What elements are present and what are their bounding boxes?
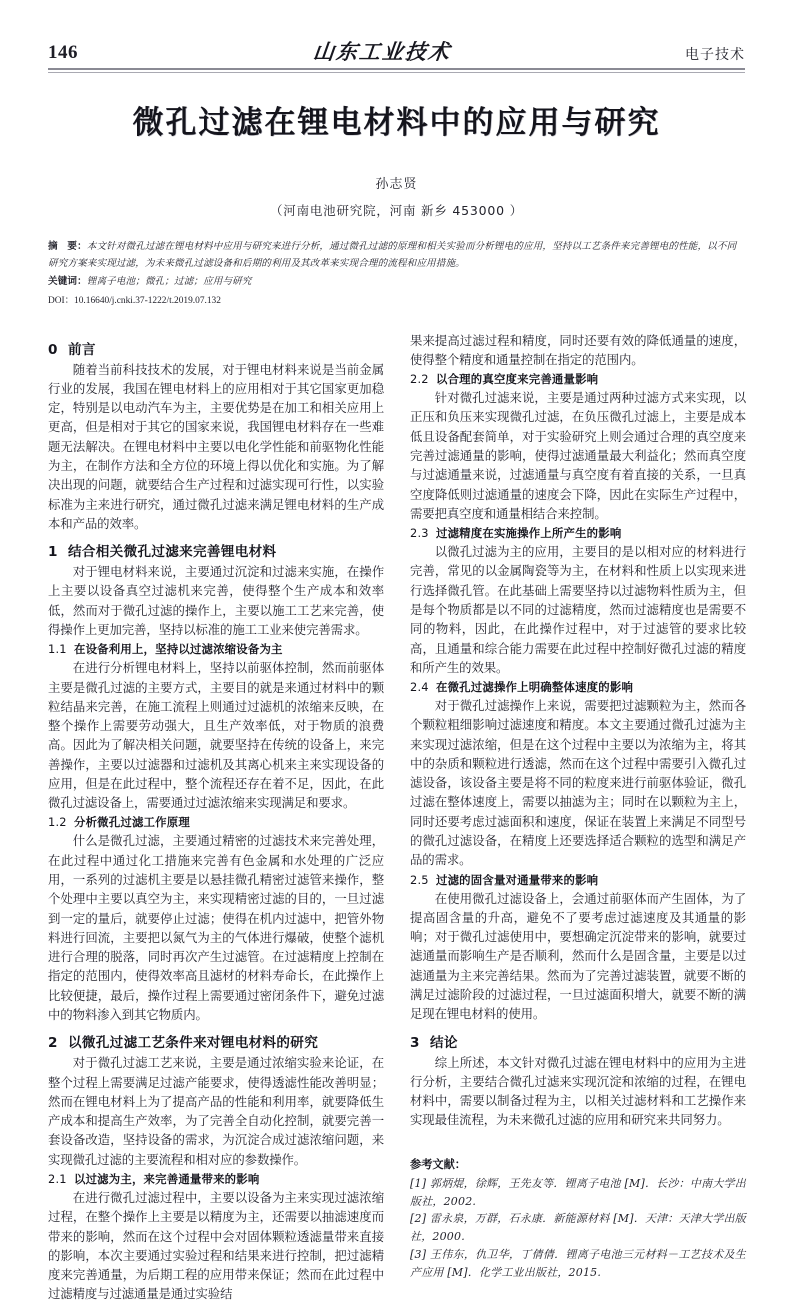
heading-text: 过滤的固含量对通量带来的影响: [436, 872, 599, 887]
journal-title: 山东工业技术: [311, 39, 452, 64]
heading-number: 2.3: [410, 526, 429, 541]
heading-section-1-1: [48, 641, 384, 657]
abstract-label: 摘 要：: [48, 240, 87, 252]
heading-section-2: [48, 1031, 384, 1051]
doi-row: DOI：10.16640/j.cnki.37-1222/t.2019.07.132: [48, 295, 221, 306]
heading-section-2-4: [410, 679, 746, 695]
heading-number: 2.1: [48, 1171, 67, 1186]
heading-text: 结论: [430, 1034, 458, 1051]
paragraph: 随着当前科技技术的发展，对于锂电材料来说是当前金属行业的发展，我国在锂电材料上的应用相对于其它国家更加稳定，特别是以电动汽车为主，主要优势是在加工和相关应用上更高，但是相对于其它的国家来说，我国锂电材料存在一些难题无法解决。在锂电材料中主要以电化学性能和前驱物化性能为主，在制作方法和全方位的环境上得以优化和实施。为了解决出现的问题，就要结合生产过程和过滤实现可行性，以实验标准为主来进行研究，通过微孔过滤来满足锂电材料的生产成本和产品的效率。: [48, 361, 384, 531]
heading-number: 2: [48, 1035, 58, 1052]
heading-number: 3: [410, 1034, 420, 1051]
paragraph: 针对微孔过滤来说，主要是通过两种过滤方式来实现，以正压和负压来实现微孔过滤，在负压微孔过滤上，主要是成本低且设备配套简单，对于实验研究上则会通过合理的真空度来完善过滤通量的影响，使得过滤通量最大利益化；然而真空度与过滤通量来说，过滤通量与真空度有着直接的关系，一旦真空度降低则过滤通量的速度会下降，因此在实际生产过程中，需要把真空度和通量相结合来控制。: [410, 390, 746, 521]
heading-section-2-5: [410, 872, 746, 888]
author-affiliation: （河南电池研究院，河南 新乡 453000 ）: [269, 202, 524, 218]
keywords-label: 关键词：: [48, 275, 87, 287]
heading-section-1: [48, 540, 384, 560]
heading-text: 在设备利用上，坚持以过滤浓缩设备为主: [74, 642, 283, 657]
running-head: [48, 0, 745, 64]
heading-section-2-3: [410, 525, 746, 541]
heading-text: 过滤精度在实施操作上所产生的影响: [436, 526, 622, 541]
heading-section-3: [410, 1031, 746, 1051]
paragraph: 在进行微孔过滤过程中，主要以设备为主来实现过滤浓缩过程，在整个操作上主要是以精度为主，还需要以抽滤速度而带来的影响，然而在这个过程中会对固体颗粒透滤量带来直接的影响，本次主要通过实验过程和结果来进行控制，把过滤精度来完善通量，为后期工程的应用带来保证；然而在此过程中过滤精度与过滤通量是通过实验结: [48, 1189, 384, 1302]
heading-section-2-2: [410, 371, 746, 387]
keywords-text: 锂离子电池；微孔；过滤；应用与研究: [86, 275, 252, 287]
reference-item: [2] 雷永泉，万群，石永康．新能源材料 [M]．天津：天津大学出版社，2000.: [410, 1212, 746, 1244]
right-column: [410, 331, 746, 1304]
heading-number: 2.2: [410, 372, 429, 387]
keywords-row: [48, 273, 745, 290]
section-category: 电子技术: [685, 47, 745, 63]
paragraph: 在进行分析锂电材料上，坚持以前驱体控制，然而前驱体主要是微孔过滤的主要方式，主要目的就是来通过材料中的颗粒结晶来完善，在施工流程上则通过过滤机的浓缩来反映，在整个操作上需要劳动强大，且生产效率低，对于物质的浪费高。因此为了解决相关问题，就要坚持在传统的设备上，来完善操作，主要以过滤器和过滤机及其离心机来主来实现设备的应用，但是在此过程中，整个流程还存在着不足，因此，在此微孔过滤设备上，需要通过过滤浓缩来实现满足和要求。: [48, 660, 384, 811]
heading-text: 以过滤为主，来完善通量带来的影响: [74, 1171, 260, 1186]
left-column: [48, 331, 384, 1304]
paragraph: 对于微孔过滤操作上来说，需要把过滤颗粒为主，然而各个颗粒粗细影响过滤速度和精度。本文主要通过微孔过滤为主来实现过滤浓缩，但是在这个过程中主要以为浓缩为主，将其中的杂质和颗粒进行透滤，然而在这个过程中需要引入微孔过滤设备，该设备主要是将不同的粒度来进行前驱体验证，微孔过滤在整体速度上，需要以抽滤为主；同时在以颗粒为主上，同时还要考虑过滤面积和速度，保证在装置上来满足不同型号的微孔过滤设备，在精度上还要选择适合颗粒的选型和满足产品的需求。: [410, 698, 746, 868]
heading-number: 1.1: [48, 642, 67, 657]
body-columns: [48, 331, 745, 1304]
heading-text: 结合相关微孔过滤来完善锂电材料: [68, 544, 277, 561]
header-divider: [48, 68, 745, 73]
paragraph-continued: 果来提高过滤过程和精度，同时还要有效的降低通量的速度，使得整个精度和通量控制在指定的范围内。: [410, 332, 746, 367]
header-rule-thin: [48, 72, 745, 73]
paragraph: 综上所述，本文针对微孔过滤在锂电材料中的应用为主进行分析，主要结合微孔过滤来实现沉淀和浓缩的过程，在锂电材料中，需要以制备过程为主，以相关过滤材料和工艺操作来实现最佳流程，为未来微孔过滤的应用和研究来共同努力。: [410, 1054, 746, 1128]
reference-item: [1] 郭炳焜，徐辉，王先友等．锂离子电池 [M]．长沙：中南大学出版社，2002.: [410, 1176, 746, 1208]
heading-text: 在微孔过滤操作上明确整体速度的影响: [436, 680, 634, 695]
heading-text: 以合理的真空度来完善通量影响: [436, 372, 599, 387]
heading-number: 2.5: [410, 872, 429, 887]
heading-number: 0: [48, 341, 58, 358]
heading-text: 以微孔过滤工艺条件来对锂电材料的研究: [68, 1035, 319, 1052]
references-heading: 参考文献：: [410, 1157, 466, 1171]
heading-section-0: [48, 338, 384, 358]
heading-section-1-2: [48, 814, 384, 830]
heading-number: 2.4: [410, 680, 429, 695]
paragraph: 什么是微孔过滤，主要通过精密的过滤技术来完善处理，在此过程中通过化工措施来完善有色金属和水处理的广泛应用，一系列的过滤机主要是以悬挂微孔精密过滤管来操作，整个处理中主要以真空为主，来实现精密过滤的目的，一旦过滤到一定的量后，就要停止过滤；使得在机内过滤中，把管外物料进行回流，主要把以氮气为主的气体进行爆破，使整个滤机进行合理的脱落，同时再次产生过滤管。在过滤精度上控制在指定的范围内，使得效率高且滤材的材料寿命长，在此操作上比较便捷，最后，操作过程上需要通过密闭条件下，避免过滤中的物料渗入到其它物质内。: [48, 833, 384, 1022]
article-metadata: [48, 238, 745, 310]
author-name: 孙志贤: [375, 176, 418, 192]
heading-text: 前言: [68, 341, 96, 358]
paragraph: 在使用微孔过滤设备上，会通过前驱体而产生固体，为了提高固含量的升高，避免不了要考虑过滤速度及其通量的影响；对于微孔过滤使用中，要想确定沉淀带来的影响，就要过滤通量而影响生产是否顺利，然而什么是固含量，主要是以过滤通量为主来完善结果。然而为了完善过滤装置，就要不断的满足过滤阶段的过滤过程，一旦过滤面积增大，就要不断的满足现在锂电材料的使用。: [410, 890, 746, 1022]
paragraph: 以微孔过滤为主的应用，主要目的是以相对应的材料进行完善，常见的以金属陶瓷等为主，在材料和性质上以实现来进行选择微孔管。在此基础上需要坚持以过滤物料性质为主，但是每个物质都是以不同的过滤精度，然而过滤精度也是需要不同的物料，因此，在此操作过程中，对于过滤管的要求比较高，且通量和综合能力需要在此过程中控制好微孔过滤的精度和所产生的效果。: [410, 544, 746, 675]
abstract-row: [48, 238, 745, 272]
abstract-text: 本文针对微孔过滤在锂电材料中应用与研究来进行分析，通过微孔过滤的原理和相关实验而分析锂电的应用，坚持以工艺条件来完善锂电的性能，以不同研究方案来实现过滤，为未来微孔过滤设备和后期的利用及其改革来实现合理的流程和应用措施。: [48, 240, 737, 269]
page-number: 146: [48, 42, 78, 63]
heading-number: 1: [48, 544, 58, 561]
heading-section-2-1: [48, 1171, 384, 1187]
reference-item: [3] 王伟东，仇卫华，丁倩倩．锂离子电池三元材料－工艺技术及生产应用 [M]．化学工业出版社，2015.: [410, 1247, 746, 1279]
paragraph: 对于锂电材料来说，主要通过沉淀和过滤来实施，在操作上主要以设备真空过滤机来完善，使得整个生产成本和效率低，然而对于微孔过滤的操作上，主要以施工工艺来完善，使得操作上更加完善，坚持以标准的施工工业来使完善需求。: [48, 564, 384, 637]
page-title: 微孔过滤在锂电材料中的应用与研究: [132, 105, 661, 141]
heading-text: 分析微孔过滤工作原理: [74, 815, 190, 830]
heading-number: 1.2: [48, 815, 67, 830]
paragraph: 对于微孔过滤工艺来说，主要是通过浓缩实验来论证，在整个过程上需要满足过滤产能要求，使得透滤性能改善明显；然而在锂电材料上为了提高产品的性能和利用率，就要降低生产成本和提高生产效率，为了完善全自动化控制，就要完善一套设备改造，坚持设备的需求，为沉淀合成过滤浓缩问题，来实现微孔过滤的主要流程和相对应的参数操作。: [48, 1055, 384, 1167]
